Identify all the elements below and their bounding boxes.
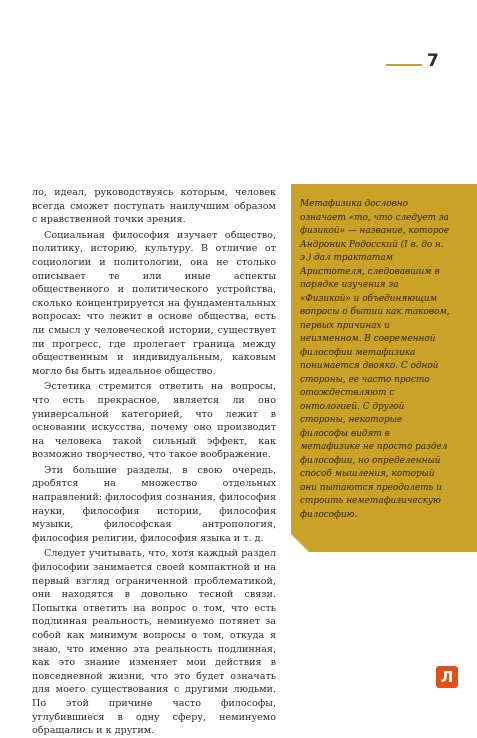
labirint-logo-icon: Л (436, 666, 458, 688)
page-number: 7 (427, 51, 439, 71)
paragraph: ло, идеал, руководствуясь которым, человек всегда сможет поступать наилучшим образом с нравственной точки зрения. (32, 187, 276, 226)
page-number-rule (386, 64, 422, 66)
sidebar-note (291, 184, 477, 552)
paragraph: Следует учитывать, что, хотя каждый раздел философии занимается своей компактной и на первый взгляд ограниченной проблематикой, они находятся в довольно тесной связи. Попытка ответить на вопрос о том, что есть подлинная реальность, неминуемо потянет за собой как минимум вопросы о том, откуда я знаю, что именно эта реальность подлинная, как это знание изменяет мои действия в повседневной жизни, что это будет означать для моего существования с другими людьми. По этой причине часто философы, углубившиеся в одну сферу, неминуемо обращались и к другим. (32, 548, 276, 737)
paragraph: Социальная философия изучает общество, политику, историю, культуру. В отличие от социологии и политологии, она не столько описывает те или иные аспекты общественного и политического устройства, сколько концентрируется на фундаментальных вопросах: что лежит в основе общества, есть ли смысл у человеческой истории, существует ли прогресс, где пролегает граница между общественным и индивидуальным, каковым могло бы быть идеальное общество. (32, 229, 276, 377)
sidebar-text: Метафизика дословно означает «то, что следует за физикой» — название, которое Андроник Родосский (I в. до н. э.) дал трактатам Аристотеля, следовавшим в порядке изучения за «Физикой» и объединяющим вопросы о бытии как таковом, первых причинах и неизменном. В современной философии метафизика понимается двояко. С одной стороны, ее часто просто отождествляют с онтологией. С другой стороны, некоторые философы видят в метафизике не просто раздел философии, но определенный способ мышления, который они пытаются преодолеть и строить неметафизическую философию. (300, 199, 450, 520)
paragraph: Эти большие разделы, в свою очередь, дробятся на множество отдельных направлений: философия сознания, философия науки, философия истории, философия музыки, философская антропология, философия религии, философия языка и т. д. (32, 464, 276, 544)
main-text-column (32, 186, 276, 738)
paragraph: Эстетика стремится ответить на вопросы, что есть прекрасное, является ли оно универсальной категорией, что лежит в основании искусства, почему оно производит на человека такой сильный эффект, как возможно творчество, что такое воображение. (32, 381, 276, 461)
